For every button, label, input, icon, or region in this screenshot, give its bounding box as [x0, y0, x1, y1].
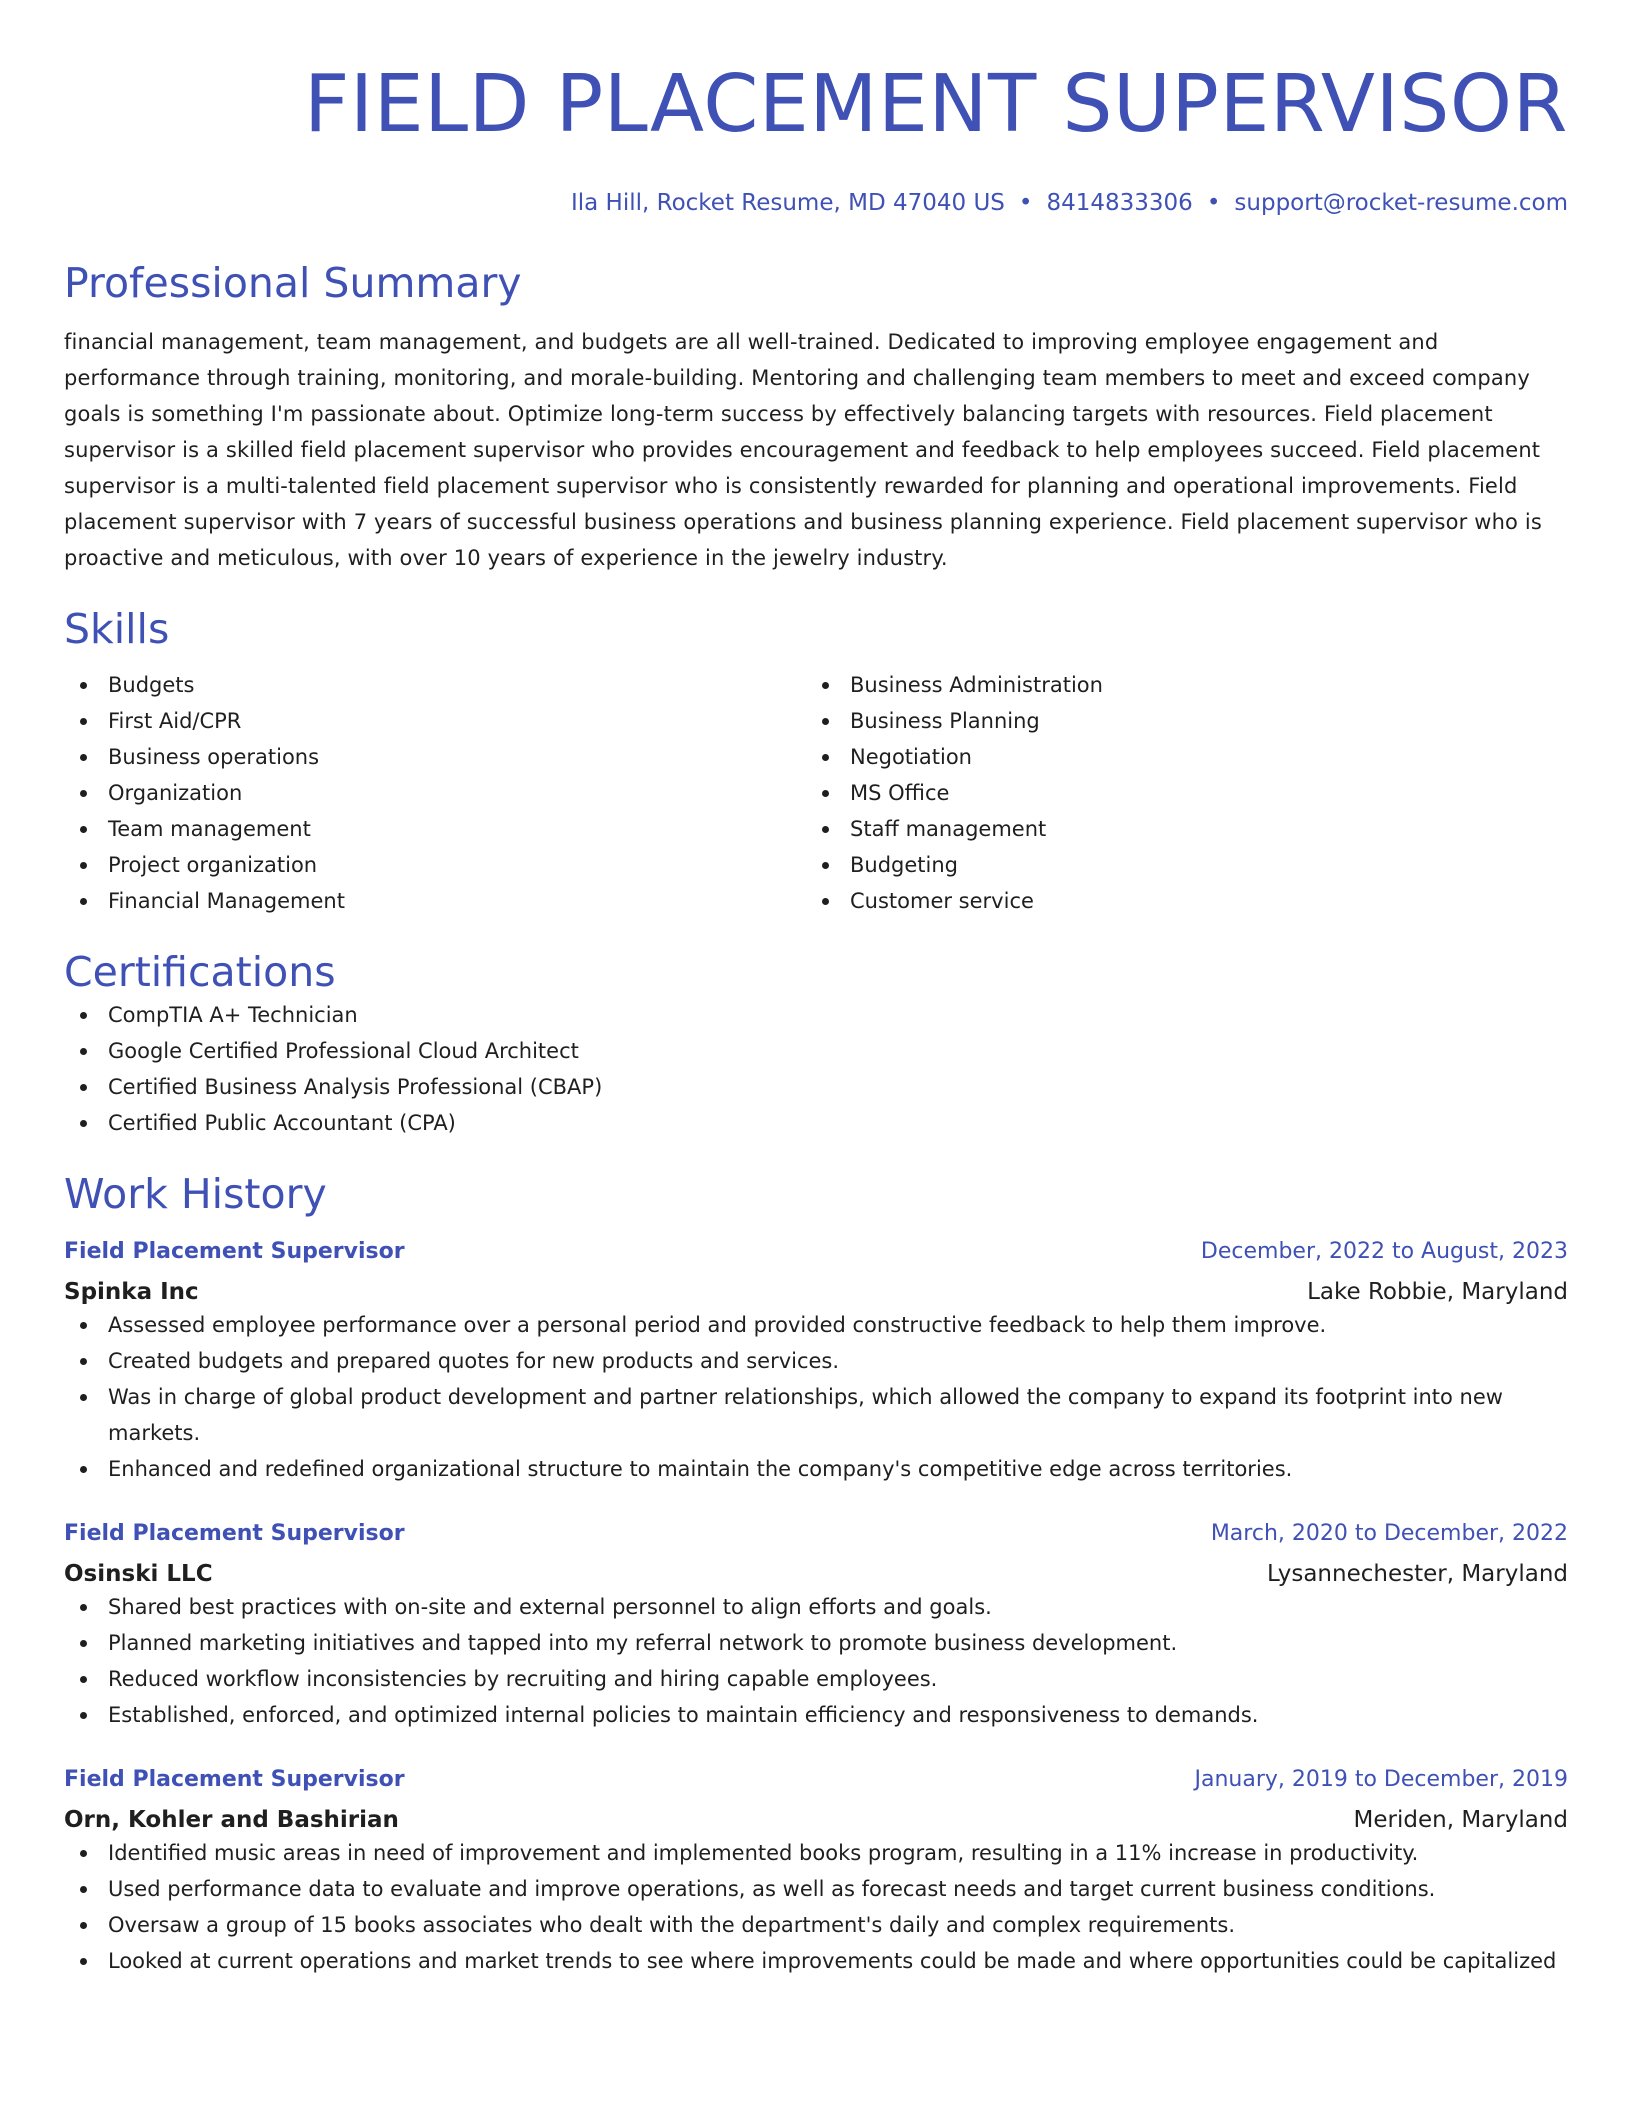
job-location: Lake Robbie, Maryland — [1307, 1279, 1568, 1305]
job-duty: Was in charge of global product development and partner relationships, which allowed the company to expand its footprint into new markets. — [64, 1379, 1568, 1451]
job-header — [64, 1765, 1568, 1795]
summary-text: financial management, team management, and budgets are all well-trained. Dedicated to improving employee engagement and performance through training, monitoring, and morale-building. Mentoring and challenging team members to meet and exceed company goals is something I'm passionate about. Optimize long-term success by effectively balancing targets with resources. Field placement supervisor is a skilled field placement supervisor who provides encouragement and feedback to help employees succeed. Field placement supervisor is a multi-talented field placement supervisor who is consistently rewarded for planning and operational improvements. Field placement supervisor with 7 years of successful business operations and business planning experience. Field placement supervisor who is proactive and meticulous, with over 10 years of experience in the jewelry industry. — [64, 330, 1542, 570]
summary-heading: Professional Summary — [64, 259, 522, 307]
job-duty: Identified music areas in need of improvement and implemented books program, resulting in a 11% increase in productivity. — [64, 1835, 1568, 1871]
certification-item: Certified Business Analysis Professional (CBAP) — [64, 1069, 1568, 1105]
certification-item: CompTIA A+ Technician — [64, 997, 1568, 1033]
certifications-list — [64, 997, 1568, 1141]
job-company: Osinski LLC — [64, 1561, 213, 1587]
work-history-heading: Work History — [64, 1170, 327, 1218]
skill-item: Negotiation — [806, 739, 1103, 775]
skill-item: Business operations — [64, 739, 806, 775]
resume-page — [64, 0, 1568, 1979]
skill-item: Budgeting — [806, 847, 1103, 883]
job-location: Lysannechester, Maryland — [1267, 1561, 1568, 1587]
job-duties-list — [64, 1835, 1568, 1979]
certification-item: Google Certified Professional Cloud Architect — [64, 1033, 1568, 1069]
job-duty: Created budgets and prepared quotes for new products and services. — [64, 1343, 1568, 1379]
job-company: Orn, Kohler and Bashirian — [64, 1807, 399, 1833]
skill-item: Staff management — [806, 811, 1103, 847]
job-duty: Used performance data to evaluate and improve operations, as well as forecast needs and target current business conditions. — [64, 1871, 1568, 1907]
certifications-heading: Certifications — [64, 948, 336, 996]
job-duties-list — [64, 1589, 1568, 1733]
job-duty: Looked at current operations and market trends to see where improvements could be made and where opportunities could be capitalized — [64, 1943, 1568, 1979]
job-duty: Reduced workflow inconsistencies by recruiting and hiring capable employees. — [64, 1661, 1568, 1697]
skill-item: Team management — [64, 811, 806, 847]
job-header — [64, 1237, 1568, 1267]
job-duty: Oversaw a group of 15 books associates who dealt with the department's daily and complex requirements. — [64, 1907, 1568, 1943]
skills-heading: Skills — [64, 605, 170, 653]
certification-item: Certified Public Accountant (CPA) — [64, 1105, 1568, 1141]
contact-phone: 8414833306 — [1046, 190, 1193, 216]
contact-address: Ila Hill, Rocket Resume, MD 47040 US — [570, 190, 1005, 216]
job-dates: December, 2022 to August, 2023 — [1200, 1239, 1568, 1264]
skill-item: Customer service — [806, 883, 1103, 919]
skill-item: Business Planning — [806, 703, 1103, 739]
skill-item: MS Office — [806, 775, 1103, 811]
contact-line — [64, 188, 1568, 218]
contact-separator: • — [1018, 190, 1033, 216]
job-title: Field Placement Supervisor — [64, 1239, 405, 1264]
job-employer — [64, 1559, 1568, 1589]
skill-item: Financial Management — [64, 883, 806, 919]
job-header — [64, 1519, 1568, 1549]
job-company: Spinka Inc — [64, 1279, 199, 1305]
skills-columns — [64, 667, 1568, 919]
job-dates: March, 2020 to December, 2022 — [1210, 1521, 1568, 1546]
resume-name: FIELD PLACEMENT SUPERVISOR — [303, 58, 1568, 150]
job-duty: Enhanced and redefined organizational structure to maintain the company's competitive edge across territories. — [64, 1451, 1568, 1487]
job-employer — [64, 1805, 1568, 1835]
skill-item: First Aid/CPR — [64, 703, 806, 739]
contact-separator: • — [1206, 190, 1221, 216]
skills-list-left — [64, 667, 806, 919]
job-title: Field Placement Supervisor — [64, 1767, 405, 1792]
skill-item: Organization — [64, 775, 806, 811]
job-location: Meriden, Maryland — [1353, 1807, 1568, 1833]
job-duties-list — [64, 1307, 1568, 1487]
contact-email: support@rocket-resume.com — [1234, 190, 1568, 216]
skill-item: Budgets — [64, 667, 806, 703]
job-duty: Established, enforced, and optimized internal policies to maintain efficiency and responsiveness to demands. — [64, 1697, 1568, 1733]
job-duty: Assessed employee performance over a personal period and provided constructive feedback to help them improve. — [64, 1307, 1568, 1343]
job-employer — [64, 1277, 1568, 1307]
job-entry — [64, 1519, 1568, 1733]
job-duty: Planned marketing initiatives and tapped into my referral network to promote business development. — [64, 1625, 1568, 1661]
skill-item: Business Administration — [806, 667, 1103, 703]
job-entry — [64, 1237, 1568, 1487]
skill-item: Project organization — [64, 847, 806, 883]
skills-list-right — [806, 667, 1103, 919]
job-duty: Shared best practices with on-site and external personnel to align efforts and goals. — [64, 1589, 1568, 1625]
job-dates: January, 2019 to December, 2019 — [1194, 1767, 1568, 1792]
job-entry — [64, 1765, 1568, 1979]
job-title: Field Placement Supervisor — [64, 1521, 405, 1546]
